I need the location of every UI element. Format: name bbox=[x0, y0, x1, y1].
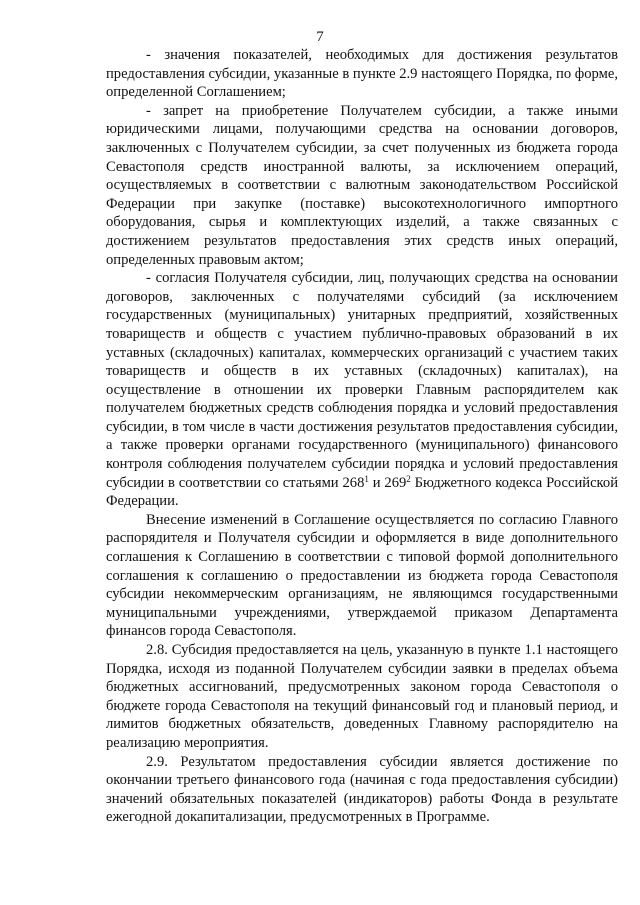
paragraph-text: - согласия Получателя субсидии, лиц, получающих средства на основании договоров, заключенных с получателями субсидий (за исключением государственных (муниципальных) унитарных предприятий, хозяйственных товариществ и обществ с участием публично-правовых образований в их уставных (складочных) капиталах, коммерческих организаций с участием таких товариществ и обществ в их уставных (складочных) капиталах), на осуществление в отношении их проверки Главным распорядителем как получателем бюджетных средств соблюдения порядка и условий предоставления субсидии, в том числе в части достижения результатов предоставления субсидии, а также проверки органами государственного (муниципального) финансового контроля соблюдения получателем субсидии порядка и условий предоставления субсидии в соответствии со статьями 268 bbox=[106, 270, 618, 491]
paragraph-text: и 269 bbox=[368, 474, 407, 491]
superscript-article-269: 2 bbox=[406, 473, 411, 484]
page-number: 7 bbox=[316, 29, 324, 45]
paragraph-text: - запрет на приобретение Получателем субсидии, а также иными юридическими лицами, получающими средства на основании договоров, заключенных с Получателем субсидии, за счет полученных из бюджета города Севастополя средств иностранной валюты, за исключением операций, осуществляемых в соответствии с валютным законодательством Российской Федерации при закупке (поставке) высокотехнологичного импортного оборудования, сырья и комплектующих изделий, а также связанных с достижением результатов предоставления этих средств иных операций, определенных правовым актом; bbox=[106, 102, 618, 268]
paragraph-currency-purchase-ban bbox=[106, 102, 618, 269]
document-body bbox=[106, 46, 618, 827]
paragraph-text: - значения показателей, необходимых для достижения результатов предоставления субсидии, указанные в пункте 2.9 настоящего Порядка, по форме, определенной Соглашением; bbox=[106, 47, 618, 101]
paragraph-section-2-8 bbox=[106, 641, 618, 753]
paragraph-text: Внесение изменений в Соглашение осуществляется по согласию Главного распорядителя и Получателя субсидии и оформляется в виде дополнительного соглашения к Соглашению в соответствии с типовой формой дополнительного соглашения к соглашению о предоставлении из бюджета города Севастополя субсидии некоммерческим организациям, не являющимся государственными муниципальными учреждениями, утверждаемой приказом Департамента финансов города Севастополя. bbox=[106, 511, 618, 640]
paragraph-indicator-values bbox=[106, 46, 618, 102]
paragraph-text: 2.9. Результатом предоставления субсидии является достижение по окончании третьего финансового года (начиная с года предоставления субсидии) значений обязательных показателей (индикаторов) работы Фонда в результате ежегодной докапитализации, предусмотренных в Программе. bbox=[106, 753, 618, 826]
superscript-article-268: 1 bbox=[364, 473, 369, 484]
paragraph-section-2-9 bbox=[106, 753, 618, 827]
paragraph-agreement-amendments bbox=[106, 511, 618, 641]
paragraph-text: Бюджетного кодекса Российской Федерации. bbox=[106, 474, 619, 510]
paragraph-text: 2.8. Субсидия предоставляется на цель, указанную в пункте 1.1 настоящего Порядка, исходя из поданной Получателем субсидии заявки в пределах объема бюджетных ассигнований, предусмотренных законом города Севастополя о бюджете города Севастополя на текущий финансовый год и плановый период, и лимитов бюджетных обязательств, доведенных Главному распорядителю на реализацию мероприятия. bbox=[106, 642, 618, 751]
paragraph-inspection-consent bbox=[106, 269, 618, 511]
